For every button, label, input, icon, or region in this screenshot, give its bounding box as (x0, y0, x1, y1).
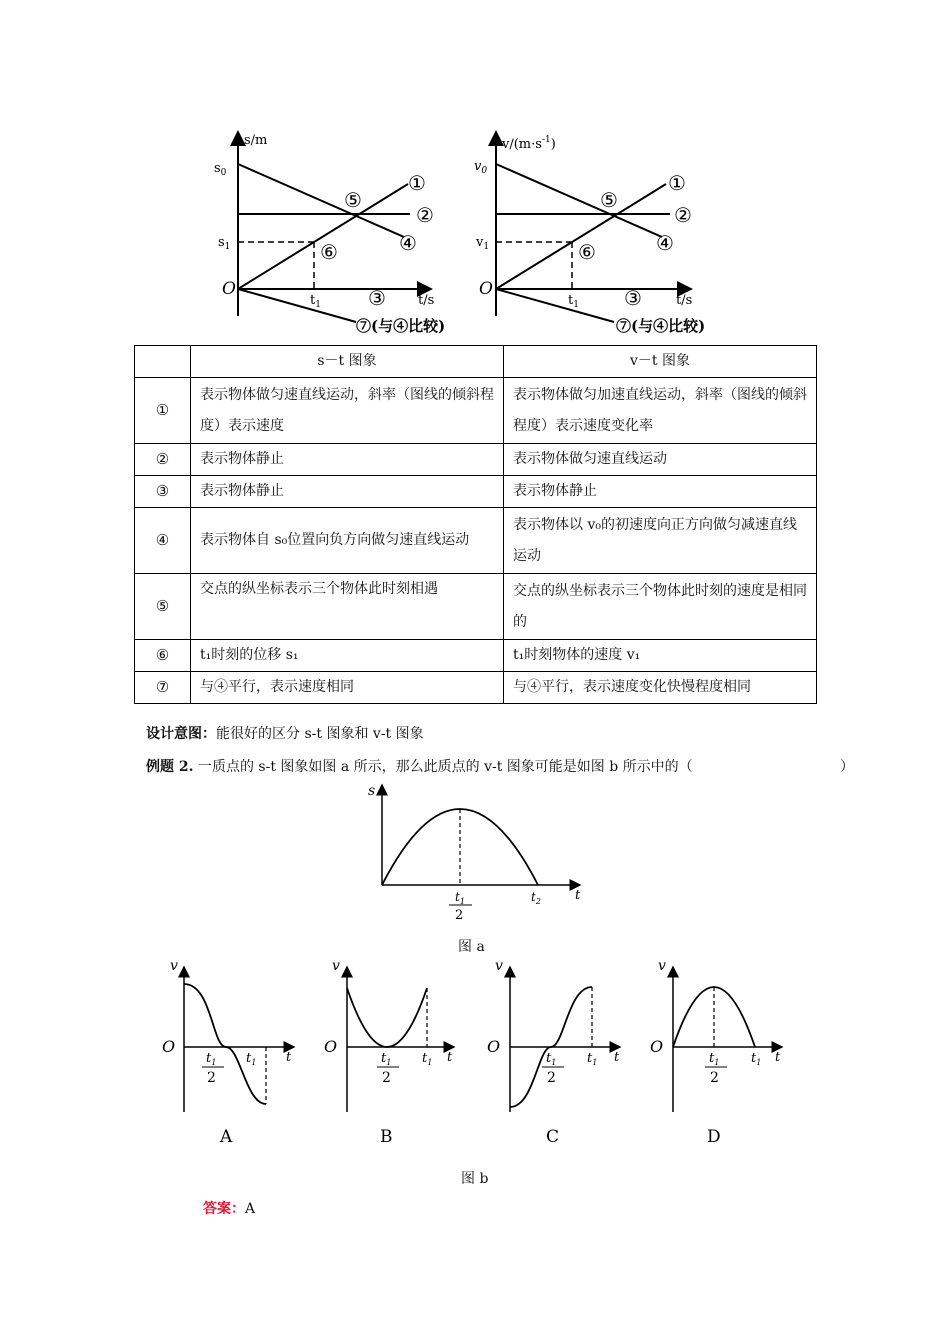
row-number: ③ (135, 476, 191, 508)
st-s0: $s_0$ (214, 161, 227, 178)
st-cell: 表示物体静止 (191, 444, 504, 476)
panel-b-x-label: t (447, 1050, 453, 1065)
st-label-3: ③ (368, 286, 386, 310)
figure-b-caption: 图 b (461, 1171, 489, 1187)
st-s1: $s_1$ (218, 235, 231, 252)
table-header-row (135, 346, 817, 378)
panel-d-half-num: $t_1$ (709, 1051, 720, 1067)
st-origin: O (222, 279, 236, 299)
example-2 (146, 757, 854, 777)
figure-a-half-num: $t_1$ (455, 890, 465, 906)
vt-cell: 与④平行，表示速度变化快慢程度相同 (504, 672, 817, 704)
example-close-paren: ） (840, 759, 854, 775)
panel-a-y-label: v (170, 958, 178, 974)
panel-c (487, 958, 620, 1147)
example-text: 一质点的 s-t 图象如图 a 所示，那么此质点的 v-t 图象可能是如图 b 所示中的（ (197, 759, 693, 775)
answer-value: A (245, 1201, 256, 1217)
panel-a (162, 958, 294, 1147)
vt-label-2: ② (674, 203, 692, 227)
table-row (135, 444, 817, 476)
design-intent (146, 724, 424, 744)
figure-a-half-den: 2 (455, 908, 464, 923)
st-cell: 表示物体自 s₀位置向负方向做匀速直线运动 (191, 508, 504, 574)
answer (203, 1199, 255, 1219)
st-cell: t₁时刻的位移 s₁ (191, 640, 504, 672)
vt-line-1 (496, 184, 666, 289)
vt-v1: $v_1$ (476, 235, 490, 252)
panel-b-half-num: $t_1$ (381, 1051, 392, 1067)
panel-c-t1: $t_1$ (587, 1051, 598, 1067)
design-intent-text: 能很好的区分 s-t 图象和 v-t 图象 (216, 726, 424, 742)
panel-a-half-den: 2 (207, 1070, 216, 1086)
figure-a-x-label: t (575, 888, 581, 903)
panel-d-y-label: v (658, 958, 666, 974)
panel-a-curve (184, 984, 266, 1104)
panel-d-origin: O (650, 1037, 664, 1056)
st-line-1 (238, 184, 408, 289)
vt-cell: 表示物体做匀速直线运动 (504, 444, 817, 476)
panel-d-t1: $t_1$ (751, 1051, 762, 1067)
figure-b (154, 952, 796, 1152)
figure-a-caption: 图 a (458, 939, 485, 955)
row-number: ② (135, 444, 191, 476)
panel-c-x-label: t (614, 1050, 620, 1065)
vt-cell: t₁时刻物体的速度 v₁ (504, 640, 817, 672)
row-number: ⑤ (135, 574, 191, 640)
st-label-6: ⑥ (320, 240, 338, 264)
panel-b-t1: $t_1$ (422, 1051, 433, 1067)
panel-a-t1: $t_1$ (246, 1051, 257, 1067)
panel-d-half-den: 2 (710, 1070, 719, 1086)
example-label: 例题 2. (146, 759, 194, 775)
table-header-cell (135, 346, 191, 378)
panel-d (650, 958, 782, 1147)
vt-label-3: ③ (624, 286, 642, 310)
panel-d-letter: D (707, 1127, 721, 1147)
panel-c-y-label: v (495, 958, 503, 974)
design-intent-label: 设计意图： (146, 726, 216, 742)
st-label-1: ① (408, 171, 426, 195)
vt-origin: O (479, 279, 493, 299)
vt-graph (496, 132, 691, 322)
panel-b (324, 958, 454, 1147)
panel-b-letter: B (380, 1127, 393, 1147)
panel-b-origin: O (324, 1037, 338, 1056)
st-cell: 与④平行，表示速度相同 (191, 672, 504, 704)
panel-b-y-label: v (332, 958, 340, 974)
vt-t1: $t_1$ (568, 293, 579, 310)
vt-v0: $v_0$ (474, 159, 488, 176)
answer-label: 答案： (203, 1201, 245, 1217)
vt-line-4 (496, 164, 662, 237)
st-t1: $t_1$ (310, 293, 321, 310)
figure-a (362, 779, 602, 925)
panel-c-half-den: 2 (547, 1070, 556, 1086)
panel-c-letter: C (546, 1127, 560, 1147)
vt-cell: 表示物体做匀加速直线运动，斜率（图线的倾斜程度）表示速度变化率 (504, 378, 817, 444)
panel-c-origin: O (487, 1037, 501, 1056)
st-y-axis-label: s/m (244, 133, 268, 148)
panel-b-curve (347, 988, 427, 1047)
table-row (135, 508, 817, 574)
st-label-5: ⑤ (344, 188, 362, 212)
vt-label-1: ① (668, 171, 686, 195)
st-x-axis-label: t/s (418, 293, 435, 308)
vt-y-axis-label: $v/(m\cdot s^{-1})$ (502, 135, 556, 152)
row-number: ⑥ (135, 640, 191, 672)
st-graph (238, 132, 431, 322)
row-number: ⑦ (135, 672, 191, 704)
figure-a-t2: $t_2$ (531, 890, 541, 906)
panel-a-letter: A (220, 1127, 233, 1147)
row-number: ① (135, 378, 191, 444)
vt-label-7: ⑦(与④比较) (616, 317, 706, 335)
panel-a-half-num: $t_1$ (206, 1051, 217, 1067)
row-number: ④ (135, 508, 191, 574)
table-row (135, 378, 817, 444)
panel-a-origin: O (162, 1037, 176, 1056)
table-row (135, 476, 817, 508)
st-cell: 表示物体静止 (191, 476, 504, 508)
st-line-4 (238, 164, 404, 237)
vt-x-axis-label: t/s (676, 293, 693, 308)
st-cell: 表示物体做匀速直线运动，斜率（图线的倾斜程度）表示速度 (191, 378, 504, 444)
st-label-2: ② (416, 203, 434, 227)
vt-label-4: ④ (656, 231, 674, 255)
vt-label-5: ⑤ (600, 188, 618, 212)
vt-label-6: ⑥ (578, 240, 596, 264)
table-row (135, 640, 817, 672)
st-vt-figure (196, 124, 756, 338)
vt-cell: 交点的纵坐标表示三个物体此时刻的速度是相同的 (504, 574, 817, 640)
figure-a-y-label: s (368, 783, 376, 799)
st-cell: 交点的纵坐标表示三个物体此时刻相遇 (191, 574, 504, 640)
table-row (135, 672, 817, 704)
panel-b-half-den: 2 (382, 1070, 391, 1086)
vt-line-7 (496, 289, 614, 322)
panel-c-half-num: $t_1$ (546, 1051, 557, 1067)
table-header-cell: s－t 图象 (191, 346, 504, 378)
comparison-table (134, 345, 817, 704)
st-line-7 (238, 289, 356, 322)
table-header-cell: v－t 图象 (504, 346, 817, 378)
vt-cell: 表示物体静止 (504, 476, 817, 508)
st-label-4: ④ (399, 231, 417, 255)
table-row (135, 574, 817, 640)
panel-d-x-label: t (775, 1050, 781, 1065)
st-label-7: ⑦(与④比较) (356, 317, 446, 335)
panel-a-x-label: t (286, 1050, 292, 1065)
vt-cell: 表示物体以 v₀的初速度向正方向做匀减速直线运动 (504, 508, 817, 574)
